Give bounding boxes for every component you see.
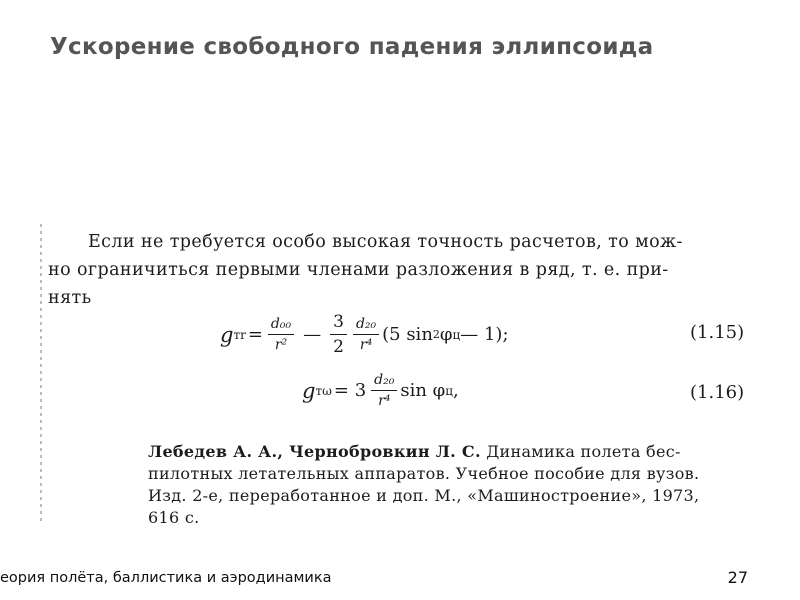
reference-authors: Лебедев А. А., Чернобровкин Л. С. — [148, 442, 481, 461]
equation-number-1-16: (1.16) — [690, 382, 745, 403]
formula1-minus: — — [303, 324, 322, 345]
paragraph-line-2: но ограничиться первыми членами разложения в ряд, т. е. при- — [48, 260, 669, 280]
formula1-fraction-1-denominator: r² — [274, 337, 288, 353]
formula1-tail-subscript: ц — [452, 327, 461, 342]
formula2-tail: sin φ — [400, 380, 446, 401]
reference-line-3: Изд. 2-е, переработанное и доп. М., «Машиностроение», 1973, — [148, 486, 700, 505]
formula-1-15 — [220, 312, 509, 357]
formula2-fraction-denominator: r⁴ — [378, 393, 391, 409]
formula1-fraction-2 — [330, 312, 347, 357]
formula1-fraction-3-denominator: r⁴ — [359, 337, 373, 353]
formula1-lhs-subscript: тr — [233, 327, 246, 342]
formula1-lhs: g — [220, 322, 234, 347]
formula1-fraction-3 — [353, 316, 379, 353]
formula2-lhs: g — [302, 378, 316, 403]
formula1-fraction-3-numerator: d₂₀ — [353, 316, 379, 335]
formula1-tail-superscript: 2 — [432, 328, 440, 341]
formula2-lhs-subscript: тω — [315, 383, 332, 398]
formula2-fraction — [371, 372, 397, 409]
formula1-tail-phi: φ — [439, 324, 453, 345]
formula1-fraction-1 — [268, 316, 294, 353]
formula1-tail-open: (5 sin — [382, 324, 433, 345]
formula1-fraction-2-numerator: 3 — [330, 312, 347, 335]
scanned-page-excerpt — [40, 218, 770, 543]
formula2-fraction-numerator: d₂₀ — [371, 372, 397, 391]
reference-line-4: 616 с. — [148, 508, 200, 527]
paragraph-line-3: нять — [48, 288, 92, 308]
reference-line-2: пилотных летательных аппаратов. Учебное пособие для вузов. — [148, 464, 700, 483]
slide-title: Ускорение свободного падения эллипсоида — [50, 34, 654, 60]
footer-course-title: еория полёта, баллистика и аэродинамика — [0, 570, 332, 586]
formula1-tail-close: — 1); — [460, 324, 509, 345]
formula1-fraction-1-numerator: d₀₀ — [268, 316, 294, 335]
paragraph-line-1: Если не требуется особо высокая точность расчетов, то мож- — [88, 232, 683, 252]
formula2-tail-subscript: ц — [445, 383, 453, 398]
formula2-tail-end: , — [452, 380, 459, 401]
slide-page-number: 27 — [727, 568, 748, 587]
equation-number-1-15: (1.15) — [690, 322, 745, 343]
scan-edge-mark — [40, 224, 42, 524]
reference-line-1-rest: Динамика полета бес- — [480, 442, 681, 461]
formula1-equals: = — [247, 324, 263, 345]
formula-1-16 — [302, 372, 459, 409]
reference-line-1 — [148, 442, 681, 461]
formula1-fraction-2-denominator: 2 — [333, 337, 344, 357]
formula2-equals: = 3 — [333, 380, 367, 401]
